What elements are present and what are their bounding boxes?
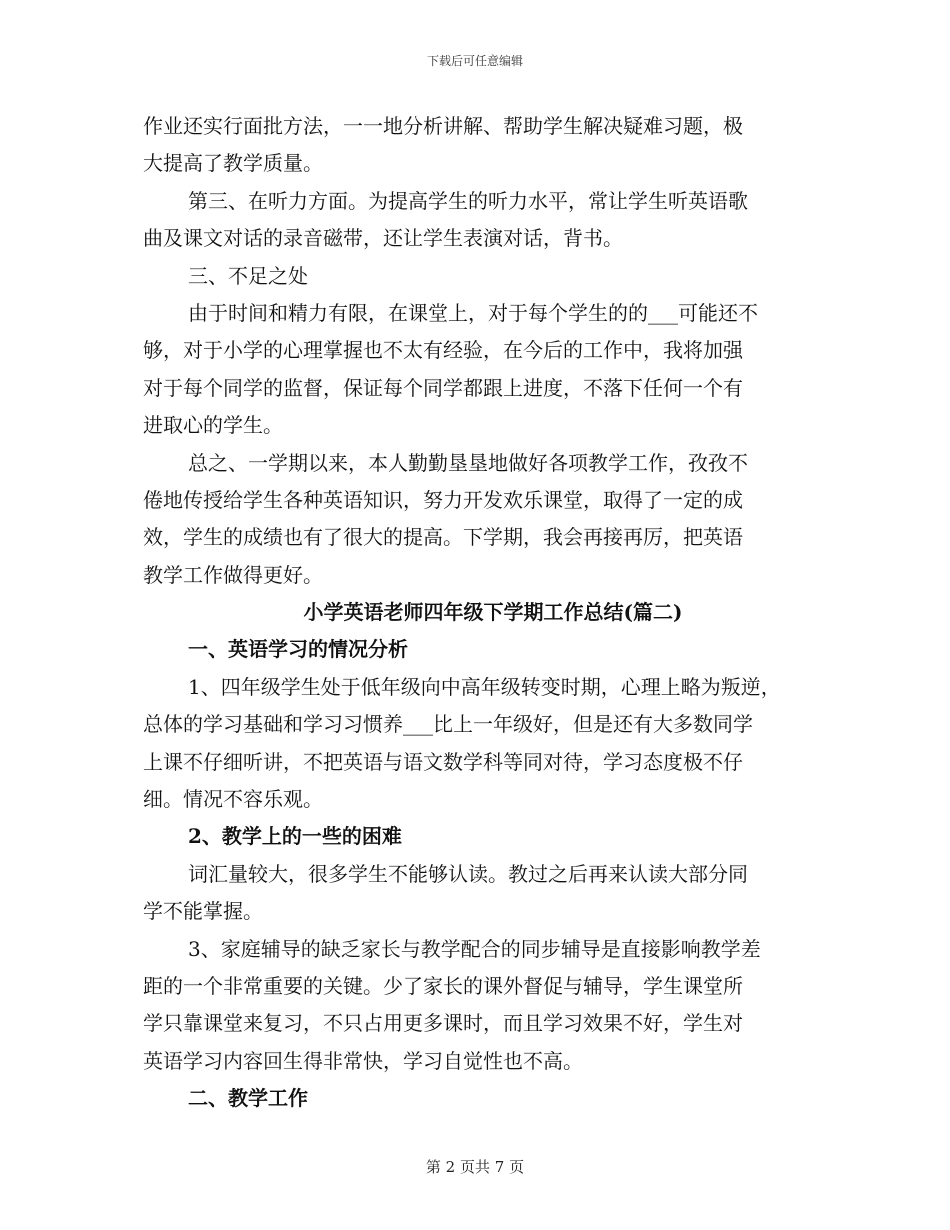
paragraph-line: 由于时间和精力有限，在课堂上，对于每个学生的的___可能还不 <box>188 300 758 325</box>
paragraph-line: 第三、在听力方面。为提高学生的听力水平，常让学生听英语歌 <box>188 188 748 213</box>
paragraph-line: 大提高了教学质量。 <box>143 151 323 176</box>
paragraph-line: 英语学习内容回生得非常快，学习自觉性也不高。 <box>143 1048 583 1073</box>
paragraph-line: 学不能掌握。 <box>143 899 263 924</box>
paragraph-line: 进取心的学生。 <box>143 413 283 438</box>
paragraph-line: 三、不足之处 <box>188 263 308 288</box>
paragraph-line: 词汇量较大，很多学生不能够认读。教过之后再来认读大部分同 <box>188 861 748 886</box>
paragraph-line: 对于每个同学的监督，保证每个同学都跟上进度，不落下任何一个有 <box>143 375 743 400</box>
paragraph-line: 细。情况不容乐观。 <box>143 787 323 812</box>
document-body <box>143 108 819 1118</box>
paragraph-line: 3、家庭辅导的缺乏家长与教学配合的同步辅导是直接影响教学差 <box>188 936 761 961</box>
paragraph-line: 教学工作做得更好。 <box>143 562 323 587</box>
page-header: 下载后可任意编辑 <box>426 54 523 68</box>
paragraph-line: 作业还实行面批方法，一一地分析讲解、帮助学生解决疑难习题，极 <box>143 114 743 138</box>
paragraph-line: 曲及课文对话的录音磁带，还让学生表演对话，背书。 <box>143 226 623 251</box>
paragraph-line: 够，对于小学的心理掌握也不太有经验，在今后的工作中，我将加强 <box>143 338 743 363</box>
paragraph-line: 倦地传授给学生各种英语知识，努力开发欢乐课堂，取得了一定的成 <box>143 487 743 512</box>
paragraph-line: 学只靠课堂来复习，不只占用更多课时，而且学习效果不好，学生对 <box>143 1011 743 1036</box>
section-heading: 一、英语学习的情况分析 <box>188 637 408 662</box>
paragraph-line: 1、四年级学生处于低年级向中高年级转变时期，心理上略为叛逆， <box>188 674 781 699</box>
section-heading: 2、教学上的一些的困难 <box>188 824 402 849</box>
paragraph-line: 上课不仔细听讲，不把英语与语文数学科等同对待，学习态度极不仔 <box>143 749 743 774</box>
paragraph-line: 总体的学习基础和学习习惯养___比上一年级好，但是还有大多数同学 <box>143 712 753 737</box>
paragraph-line: 效，学生的成绩也有了很大的提高。下学期，我会再接再厉，把英语 <box>143 525 743 550</box>
page-footer: 第 2 页共 7 页 <box>425 1158 525 1176</box>
article-title: 小学英语老师四年级下学期工作总结(篇二) <box>303 600 683 625</box>
paragraph-line: 距的一个非常重要的关键。少了家长的课外督促与辅导，学生课堂所 <box>143 973 743 998</box>
section-heading: 二、教学工作 <box>188 1086 308 1111</box>
paragraph-line: 总之、一学期以来，本人勤勤垦垦地做好各项教学工作，孜孜不 <box>188 450 748 475</box>
